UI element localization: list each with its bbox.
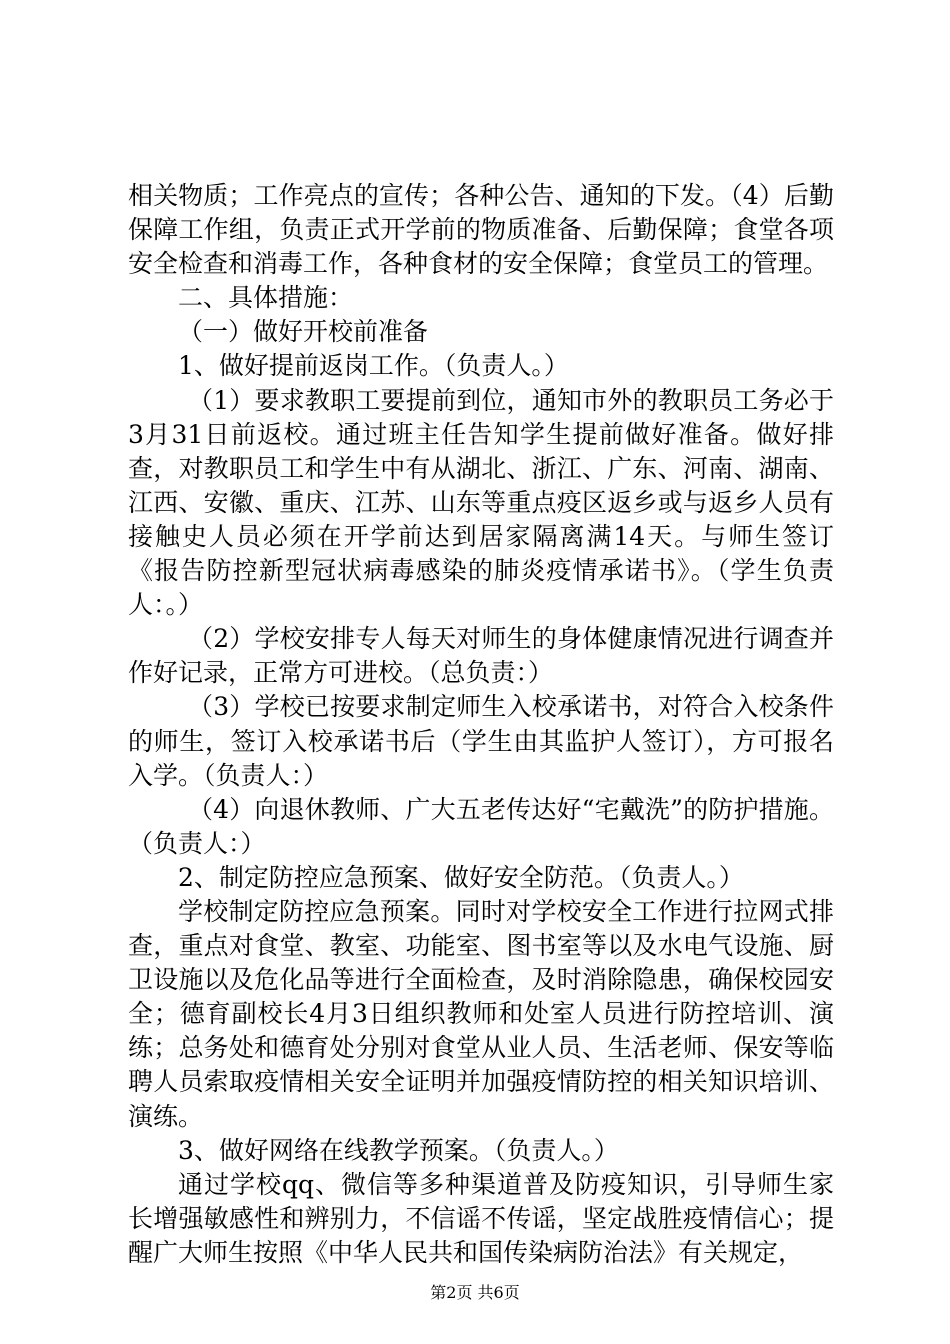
- document-body: [128, 179, 834, 1270]
- paragraph-item-1: （1）要求教职工要提前到位，通知市外的教职员工务必于3月31日前返校。通过班主任告知学生提前做好准备。做好排查，对教职员工和学生中有从湖北、浙江、广东、河南、湖南、江西、安徽、重庆、江苏、山东等重点疫区返乡或与返乡人员有接触史人员必须在开学前达到居家隔离满14天。与师生签订《报告防控新型冠状病毒感染的肺炎疫情承诺书》。（学生负责人：。）: [128, 385, 834, 620]
- heading-pre-opening-preparation: （一）做好开校前准备: [178, 317, 429, 347]
- paragraph-item-3: （3）学校已按要求制定师生入校承诺书，对符合入校条件的师生，签订入校承诺书后（学生由其监护人签订），方可报名入学。（负责人：）: [128, 692, 834, 790]
- heading-specific-measures: 二、具体措施：: [178, 283, 354, 313]
- page-footer: 第2页 共6页: [430, 1283, 520, 1302]
- paragraph-online-teaching: 通过学校qq、微信等多种渠道普及防疫知识，引导师生家长增强敏感性和辨别力，不信谣不传谣，坚定战胜疫情信心；提醒广大师生按照《中华人民共和国传染病防治法》有关规定，: [128, 1169, 834, 1267]
- paragraph-item-4: （4）向退休教师、广大五老传达好“宅戴洗”的防护措施。（负责人：）: [128, 794, 834, 858]
- heading-return-to-post: 1、做好提前返岗工作。（负责人。）: [178, 351, 569, 381]
- paragraph-item-2: （2）学校安排专人每天对师生的身体健康情况进行调查并作好记录，正常方可进校。（总负责：）: [128, 624, 834, 688]
- paragraph-emergency-plan: 学校制定防控应急预案。同时对学校安全工作进行拉网式排查，重点对食堂、教室、功能室、图书室等以及水电气设施、厨卫设施以及危化品等进行全面检查，及时消除隐患，确保校园安全；德育副校长4月3日组织教师和处室人员进行防控培训、演练；总务处和德育处分别对食堂从业人员、生活老师、保安等临聘人员索取疫情相关安全证明并加强疫情防控的相关知识培训、演练。: [128, 896, 834, 1131]
- heading-emergency-plan: 2、制定防控应急预案、做好安全防范。（负责人。）: [178, 862, 744, 892]
- heading-online-teaching: 3、做好网络在线教学预案。（负责人。）: [178, 1135, 619, 1165]
- paragraph-work-groups: 相关物质；工作亮点的宣传；各种公告、通知的下发。（4）后勤保障工作组，负责正式开学前的物质准备、后勤保障；食堂各项安全检查和消毒工作，各种食材的安全保障；食堂员工的管理。: [128, 181, 834, 279]
